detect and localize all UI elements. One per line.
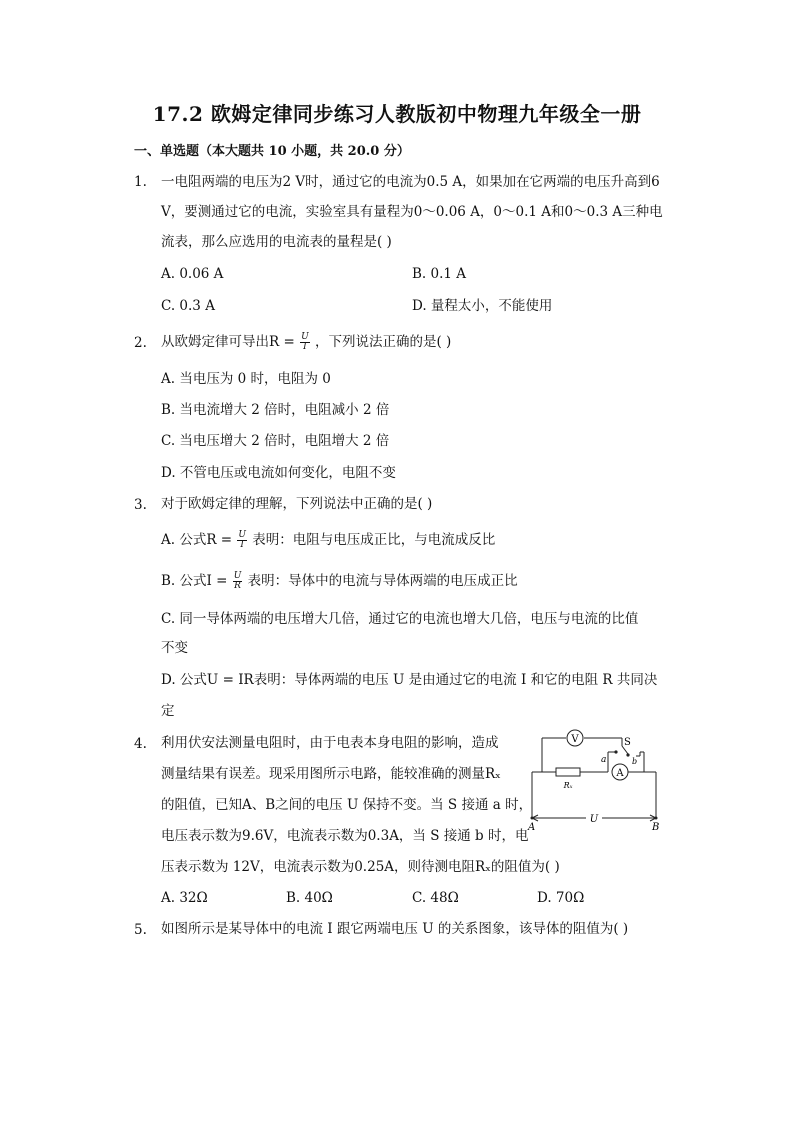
option-b: B. 当电流增大 2 倍时，电阻减小 2 倍 (161, 402, 390, 418)
question-text-line: V，要测通过它的电流，实验室具有量程为0～0.06 A，0～0.1 A和0～0.3 A三种电 (161, 204, 663, 220)
option-c-continued: 不变 (161, 640, 188, 656)
option-c: C. 48Ω (412, 890, 459, 906)
fraction-numerator: U (233, 571, 242, 581)
option-c: C. 当电压增大 2 倍时，电阻增大 2 倍 (161, 433, 390, 449)
option-d-continued: 定 (161, 703, 175, 719)
option-suffix: 表明：导体中的电流与导体两端的电压成正比 (247, 573, 518, 589)
switch-icon (601, 737, 637, 766)
question-number: 1. (134, 174, 147, 190)
question-text-line: 利用伏安法测量电阻时，由于电表本身电阻的影响，造成 (161, 735, 499, 751)
stem-suffix: ，下列说法正确的是( ) (314, 334, 452, 350)
fraction-denominator: I (240, 540, 244, 550)
fraction (300, 333, 310, 352)
ammeter-label: A (616, 768, 624, 779)
option-b: B. 0.1 A (412, 266, 467, 282)
voltmeter-icon (567, 730, 583, 746)
question-text-line: 对于欧姆定律的理解，下列说法中正确的是( ) (161, 496, 433, 512)
option-d: D. 公式U = IR表明：导体两端的电压 U 是由通过它的电流 I 和它的电阻 R 共同决 (161, 672, 658, 688)
fraction-numerator: U (301, 332, 309, 342)
option-prefix: A. 公式R = (161, 532, 233, 548)
question-text-line: 一电阻两端的电压为2 V时，通过它的电流为0.5 A，如果加在它两端的电压升高到6 (161, 174, 660, 190)
option-a: A. 0.06 A (161, 266, 224, 282)
question-number: 5. (134, 922, 147, 938)
option-c: C. 同一导体两端的电压增大几倍，通过它的电流也增大几倍，电压与电流的比值 (161, 611, 639, 627)
question-text-line: 如图所示是某导体中的电流 I 跟它两端电压 U 的关系图象，该导体的阻值为( ) (161, 921, 629, 937)
point-b-label: B (652, 822, 660, 833)
voltmeter-label: V (571, 734, 579, 745)
section-heading: 一、单选题（本大题共 10 小题，共 20.0 分） (134, 144, 410, 159)
page-title: 17.2 欧姆定律同步练习人教版初中物理九年级全一册 (152, 102, 642, 126)
switch-label: S (624, 737, 631, 748)
terminal-b-label: b (632, 757, 638, 766)
question-number: 2. (134, 335, 147, 351)
question-text-line: 流表，那么应选用的电流表的量程是( ) (161, 234, 392, 250)
question-text-line: 的阻值，已知A、B之间的电压 U 保持不变。当 S 接通 a 时， (161, 797, 533, 813)
fraction (237, 531, 247, 550)
question-text-line (161, 332, 451, 352)
resistor-label: Rₓ (563, 781, 573, 790)
stem-prefix: 从欧姆定律可导出R = (161, 334, 295, 350)
option-a: A. 32Ω (161, 890, 208, 906)
question-text-line: 电压表示数为9.6V，电流表示数为0.3A，当 S 接通 b 时，电 (161, 828, 529, 844)
option-a: A. 当电压为 0 时，电阻为 0 (161, 371, 331, 387)
fraction (233, 572, 243, 591)
question-text-line: 压表示数为 12V，电流表示数为0.25A，则待测电阻Rₓ的阻值为( ) (161, 859, 560, 875)
circuit-diagram (524, 726, 664, 836)
ammeter-icon (612, 764, 628, 780)
option-b (161, 571, 518, 591)
voltage-u-label: U (589, 814, 599, 825)
fraction-denominator: R (234, 581, 241, 591)
option-d: D. 70Ω (537, 890, 585, 906)
question-number: 3. (134, 497, 147, 513)
option-c: C. 0.3 A (161, 298, 215, 314)
fraction-numerator: U (238, 530, 246, 540)
option-d: D. 不管电压或电流如何变化，电阻不变 (161, 465, 396, 481)
option-prefix: B. 公式I = (161, 573, 228, 589)
terminal-a-label: a (601, 755, 607, 765)
question-text-line: 测量结果有误差。现采用图所示电路，能较准确的测量Rₓ (161, 766, 501, 782)
question-number: 4. (134, 736, 147, 752)
option-a (161, 530, 495, 550)
option-d: D. 量程太小，不能使用 (412, 298, 553, 314)
option-suffix: 表明：电阻与电压成正比，与电流成反比 (252, 532, 496, 548)
resistor-icon (556, 768, 580, 790)
fraction-denominator: I (303, 342, 307, 352)
point-a-label: A (528, 822, 536, 833)
option-b: B. 40Ω (286, 890, 333, 906)
